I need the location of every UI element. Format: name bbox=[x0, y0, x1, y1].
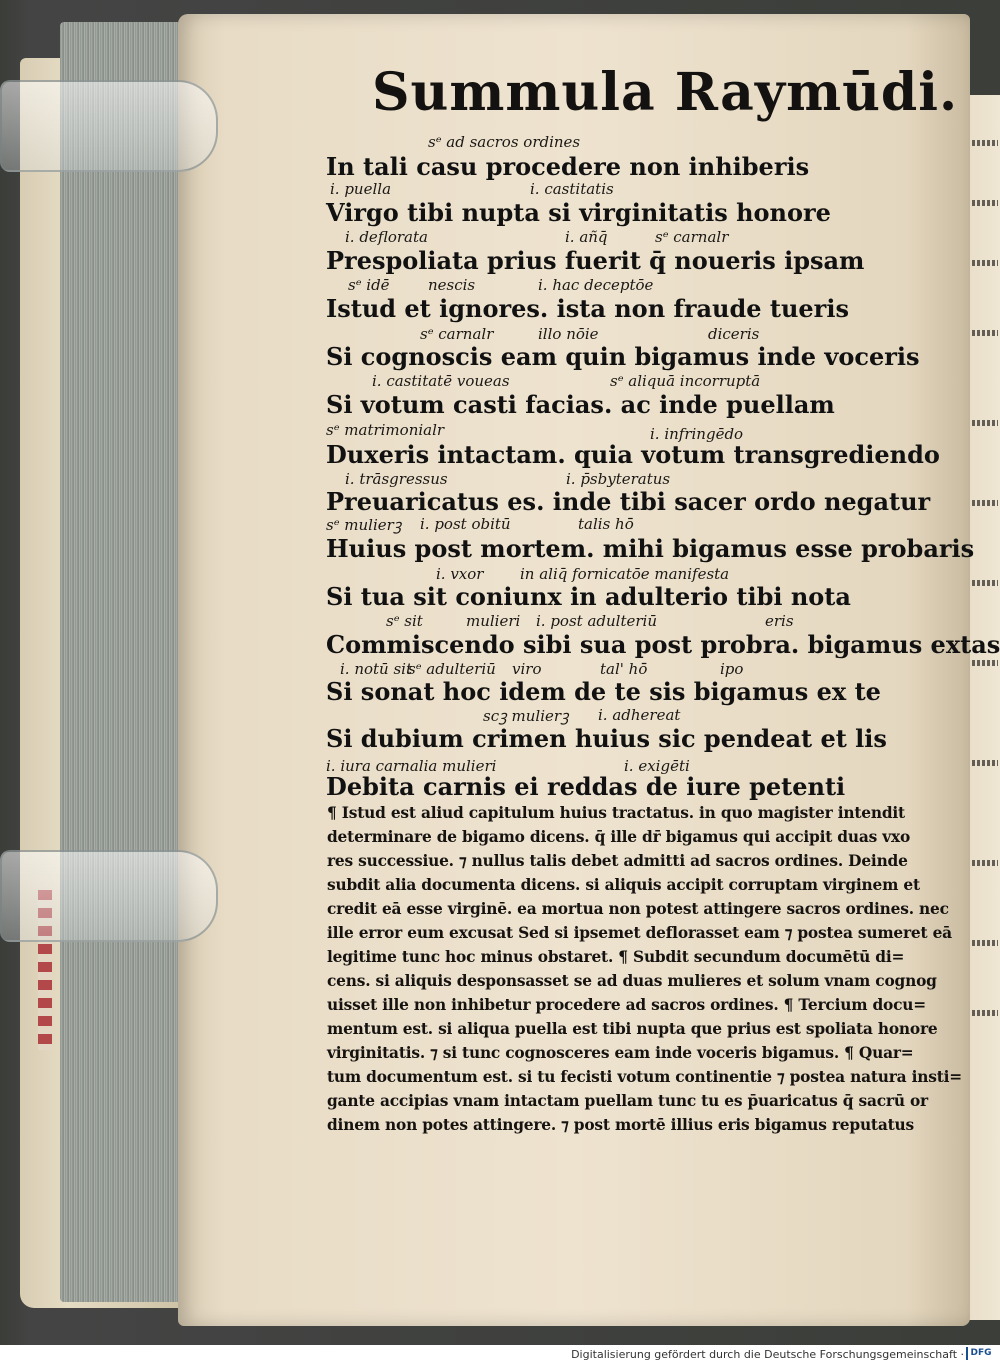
commentary-line: ¶ Istud est aliud capitulum huius tractatus. in quo magister intendit bbox=[327, 804, 905, 822]
page-title: Summula Raymūdi. bbox=[372, 62, 959, 123]
commentary-line: uisset ille non inhibetur procedere ad sacros ordines. ¶ Tercium docu= bbox=[327, 996, 926, 1014]
gloss: scꝫ mulierꝫ bbox=[483, 707, 569, 725]
gloss: sᵉ carnalr bbox=[420, 325, 494, 343]
gloss: i. notū sit bbox=[340, 660, 413, 678]
gloss: i. castitatis bbox=[530, 180, 614, 198]
gloss: i. hac deceptōe bbox=[538, 276, 654, 294]
gloss: i. castitatē voueas bbox=[372, 372, 510, 390]
gloss: sᵉ mulierꝫ bbox=[326, 516, 402, 534]
verse-line: Si cognoscis eam quin bigamus inde voceris bbox=[326, 342, 920, 371]
commentary-line: dinem non potes attingere. ⁊ post mortē illius eris bigamus reputatus bbox=[327, 1116, 914, 1134]
gloss: i. p̄sbyteratus bbox=[566, 470, 671, 488]
verse-line: Si tua sit coniunx in adulterio tibi nota bbox=[326, 582, 851, 611]
gloss: sᵉ aliquā incorruptā bbox=[610, 372, 761, 390]
gloss: i. vxor bbox=[436, 565, 484, 583]
gloss: sᵉ ad sacros ordines bbox=[428, 133, 581, 151]
commentary-line: tum documentum est. si tu fecisti votum continentie ⁊ postea natura insti= bbox=[327, 1068, 962, 1086]
gloss: in aliq̄ fornicatōe manifesta bbox=[520, 565, 730, 583]
verse-line: Virgo tibi nupta si virginitatis honore bbox=[326, 198, 831, 227]
verse-line: Si votum casti facias. ac inde puellam bbox=[326, 390, 835, 419]
verse-line: Istud et ignores. ista non fraude tueris bbox=[326, 294, 849, 323]
commentary-line: cens. si aliquis desponsasset se ad duas mulieres et solum vnam cognog bbox=[327, 972, 937, 990]
commentary-line: res successiue. ⁊ nullus talis debet admitti ad sacros ordines. Deinde bbox=[327, 852, 908, 870]
gloss: viro bbox=[512, 660, 542, 678]
gloss: tal' hō̄ bbox=[600, 660, 648, 678]
dfg-logo-icon: DFG bbox=[966, 1347, 994, 1360]
verse-line: Si dubium crimen huius sic pendeat et lis bbox=[326, 724, 887, 753]
commentary-line: virginitatis. ⁊ si tunc cognosceres eam inde voceris bigamus. ¶ Quar= bbox=[327, 1044, 914, 1062]
commentary-line: subdit alia documenta dicens. si aliquis accipit corruptam virginem et bbox=[327, 876, 920, 894]
gloss: i. post obitū bbox=[420, 515, 511, 533]
gloss: mulieri bbox=[466, 612, 521, 630]
gloss: talis hō̄ bbox=[578, 515, 634, 533]
commentary-line: credit eā esse virginē. ea mortua non potest attingere sacros ordines. nec bbox=[327, 900, 949, 918]
verse-line: Duxeris intactam. quia votum transgrediendo bbox=[326, 440, 940, 469]
commentary-line: ille error eum excusat Sed si ipsemet deflorasset eam ⁊ postea sumeret eā bbox=[327, 924, 952, 942]
gloss: illo nōie bbox=[538, 325, 599, 343]
gloss: sᵉ carnalr bbox=[655, 228, 729, 246]
verse-line: Commiscendo sibi sua post probra. bigamus extas bbox=[326, 630, 1000, 659]
gloss: i. añq̄ bbox=[565, 228, 608, 246]
gloss: i. infringēdo bbox=[650, 425, 744, 443]
book-clip-bottom bbox=[0, 850, 218, 942]
gloss: i. trāsgressus bbox=[345, 470, 448, 488]
gloss: i. deflorata bbox=[345, 228, 428, 246]
verse-line: Huius post mortem. mihi bigamus esse probaris bbox=[326, 534, 975, 563]
page-edges bbox=[60, 22, 188, 1302]
commentary-line: gante accipias vnam intactam puellam tunc tu es p̄uaricatus q̄ sacrū or bbox=[327, 1092, 928, 1110]
gloss: ipo bbox=[720, 660, 744, 678]
commentary-line: mentum est. si aliqua puella est tibi nupta que prius est spoliata honore bbox=[327, 1020, 938, 1038]
verse-line: Preuaricatus es. inde tibi sacer ordo negatur bbox=[326, 487, 931, 516]
gloss: i. post adulteriū bbox=[536, 612, 657, 630]
gloss: sᵉ idē bbox=[348, 276, 390, 294]
gloss: i. adhereat bbox=[598, 706, 681, 724]
verse-line: Prespoliata prius fuerit q̄ noueris ipsam bbox=[326, 246, 865, 275]
gloss: sᵉ matrimonialr bbox=[326, 421, 445, 439]
gloss: sᵉ adulteriū bbox=[408, 660, 496, 678]
gloss: sᵉ sit bbox=[386, 612, 423, 630]
gloss: eris bbox=[765, 612, 794, 630]
commentary-line: legitime tunc hoc minus obstaret. ¶ Subdit secundum documētū di= bbox=[327, 948, 905, 966]
gloss: i. puella bbox=[330, 180, 392, 198]
commentary-line: determinare de bigamo dicens. q̄ ille dr̄ bigamus qui accipit duas vxo bbox=[327, 828, 911, 846]
gloss: diceris bbox=[708, 325, 760, 343]
verse-line: Debita carnis ei reddas de iure petenti bbox=[326, 772, 846, 801]
book-clip-top bbox=[0, 80, 218, 172]
gloss: nescis bbox=[428, 276, 476, 294]
footer-credit: Digitalisierung gefördert durch die Deutsche Forschungsgemeinschaft · bbox=[571, 1348, 964, 1361]
gloss: i. iura carnalia mulieri bbox=[326, 757, 497, 775]
verse-line: Si sonat hoc idem de te sis bigamus ex te bbox=[326, 677, 881, 706]
verse-line: In tali casu procedere non inhiberis bbox=[326, 152, 810, 181]
gloss: i. exigēti bbox=[624, 757, 690, 775]
